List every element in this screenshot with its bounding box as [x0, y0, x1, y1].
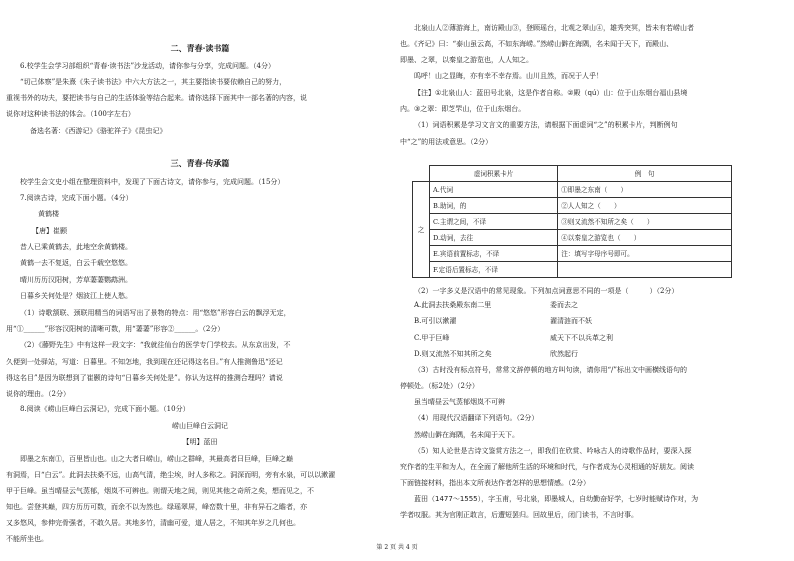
q8-5-line: 下面链接材料，指出本文所表达作者怎样的思想情感。（2分）	[400, 479, 590, 487]
essay-line: 不能所坐也。	[6, 535, 48, 543]
poem-author: 【唐】崔颢	[32, 227, 67, 235]
section3-intro: 校学生会文史小组在整理资料中，发现了下面古诗文，请你参与，完成问题。（15分）	[20, 178, 285, 186]
example-header: 例 句	[558, 166, 732, 182]
q7-2-line: 久便到一处驿站，写道：日暮里。不知怎地，我到现在还记得这名目。”有人推测鲁迅“还记	[6, 358, 283, 366]
q8-3-line: 停顿处。（标2处）（2分）	[400, 382, 479, 390]
q8-2-option-c: C.甲于巨峰	[414, 334, 450, 342]
q8-2-option-a-pair: 委而去之	[550, 301, 578, 309]
q8-heading: 8.阅读《崂山巨峰白云洞记》，完成下面小题。（10分）	[20, 405, 190, 413]
q8-1-line: （1）词语积累是学习文言文的重要方法，请根据下面虚词“之”的积累卡片，判断例句	[414, 121, 678, 129]
q8-2-heading: （2）一字多义是汉语中的常见现象。下列加点词意思不同的一项是（ ）（2分）	[414, 287, 679, 295]
q6-line: 重视书外的功夫，要把读书与自己的生活体验等结合起来。请你选择下面其中一部名著的内容，说	[6, 94, 307, 102]
q7-1-line: （1）诗歌颔联、颈联用精当的词语写出了景物的特点：用“悠悠”形容白云的飘浮无定，	[20, 309, 291, 317]
q6-line: 6.校学生会学习部组织“青春·读书法”沙龙活动，请你参与分享，完成问题。（4分）	[20, 62, 276, 70]
table-header-row	[413, 166, 732, 182]
essay-cont-line: 呜呼！山之显晦，亦有幸不幸存焉。山川且然，而况于人乎！	[414, 72, 603, 80]
table-row	[413, 214, 732, 230]
essay-line: 甲于巨峰。虽当晴昼云气蒸郁，烟岚不可辨也。则谓天地之间，则见其他之奇所之矣，想而见之，不	[6, 487, 314, 495]
card-item: B.助词，的	[430, 198, 558, 214]
q8-2-option-b: B.可引以漱濯	[414, 317, 457, 325]
q8-5-line: 究作者的生平和为人，在全面了解他所生活的环境和时代，与作者成为心灵相通的好朋友。阅读	[400, 463, 694, 471]
essay-author: 【明】蓝田	[182, 438, 218, 446]
poem-line: 黄鹤一去不复返，白云千载空悠悠。	[20, 259, 132, 267]
table-row	[413, 182, 732, 198]
q8-4-sentence: 然崂山僻在海隅，名未闻于天下。	[414, 431, 519, 439]
q7-2-line: （2）《藤野先生》中有这样一段文字：“我就往仙台的医学专门学校去。从东京出发，不	[20, 341, 291, 349]
q8-2-option-a: A.此洞去扶桑殿东南二里	[414, 301, 492, 309]
essay-cont-line: 即墨、之翠，以秦皇之游览也，人人知之。	[400, 56, 533, 64]
example-item: ③则又流然不知所之矣（ ）	[558, 214, 732, 230]
essay-line: 知也。尝登其巅，四方历历可数，而余不以为然也。绿瑶翠屏，峰峦数十里，非有异石之瞻者，亦	[6, 503, 307, 511]
essay-line: 又多悠风，参伸完骨强者，不敢久居。其地多竹，清幽可爱，道人居之，不知其年岁之几何也。	[6, 519, 300, 527]
example-item: ②人人知之（ ）	[558, 198, 732, 214]
example-item: ④以秦皇之游览也（ ）	[558, 230, 732, 246]
q7-1-line: 用“①______”形容汉阳树的清晰可数，用“萋萋”形容②______。（2分）	[6, 325, 225, 333]
link-material-line: 学者叹服。其为官刚正敢言，后遭短罢归。回故里后，闭门读书，不言时事。	[400, 511, 638, 519]
link-material-line: 蓝田（1477～1555），字玉甫，号北泉，即墨城人，自幼勤奋好学，七岁时能赋诗作对，为	[414, 495, 699, 503]
q7-2-line: 说你的理由。（2分）	[6, 390, 70, 398]
essay-line: 即墨之东南①，百里皆山也。山之大者曰崂山，崂山之群峰，其最高者曰巨峰，巨峰之巅	[20, 455, 293, 463]
poem-line: 晴川历历汉阳树，芳草萋萋鹦鹉洲。	[20, 276, 132, 284]
card-header: 虚词积累卡片	[430, 166, 558, 182]
q6-line: 说你对这种读书法的体会。（100字左右）	[6, 110, 135, 118]
table-row	[413, 246, 732, 262]
q8-2-option-b-pair: 濯清涟而不妖	[550, 317, 592, 325]
poem-line: 日暮乡关何处是？烟波江上使人愁。	[20, 292, 132, 300]
note-line: 【注】①北泉山人：蓝田号北泉，这是作者自称。②殿（qú）山：位于山东烟台福山县境	[414, 89, 688, 97]
essay-title: 崂山巨峰白云洞记	[172, 422, 228, 430]
card-item: E.宾语前置标志，不译	[430, 246, 558, 262]
table-row	[413, 262, 732, 278]
q6-line: “切己体察”是朱熹《朱子读书法》中六大方法之一，其主要指读书要依赖自己的努力，	[20, 78, 287, 86]
poem-title: 黄鹤楼	[38, 210, 59, 218]
note-line: 内。③之翠：即芝罘山，位于山东烟台。	[400, 105, 526, 113]
card-item: C.主谓之间，不译	[430, 214, 558, 230]
q8-5-line: （5）知人论世是古诗文鉴赏方法之一，即我们在欣赏、吟咏古人的诗歌作品时，要深入探	[414, 447, 692, 455]
card-item: A.代词	[430, 182, 558, 198]
card-item: F.定语后置标志，不译	[430, 262, 558, 278]
essay-cont-line: 也。《齐记》曰：“泰山虽云高，不如东海崂。”然崂山僻在海隅，名未闻于天下，而殿山、	[400, 40, 674, 48]
poem-line: 昔人已乘黄鹤去，此地空余黄鹤楼。	[20, 243, 132, 251]
q8-3-sentence: 虽当晴昼云气蒸郁烟岚不可辨	[414, 398, 505, 406]
q8-4-heading: （4）用现代汉语翻译下列语句。（2分）	[414, 414, 539, 422]
zhi-cell: 之	[413, 182, 430, 278]
section2-title: 二、青春·读书篇	[170, 43, 230, 53]
page-footer: 第 2 页 共 4 页	[376, 544, 418, 551]
q8-1-line: 中“之”的用法或意思。（2分）	[400, 138, 493, 146]
table-row	[413, 230, 732, 246]
q8-2-option-d: D.则又流然不知其所之矣	[414, 350, 492, 358]
section3-title: 三、青春·传承篇	[170, 158, 230, 168]
table-row	[413, 198, 732, 214]
right-column	[400, 0, 794, 561]
example-item	[558, 262, 732, 278]
essay-cont-line: 北泉山人②薄游海上，南访殿山③，登顾瑶台，北观之翠山④，雄秀突冥，皆未有若崂山者	[414, 24, 694, 32]
q7-heading: 7.阅读古诗，完成下面小题。（4分）	[20, 194, 133, 202]
example-item: ①即墨之东南（ ）	[558, 182, 732, 198]
q7-2-line: 得这名目”是因为联想到了崔颢的诗句“日暮乡关何处是”。你认为这样的推测合理吗？请说	[6, 374, 283, 382]
example-item: 注：填写字母序号即可。	[558, 246, 732, 262]
vocab-card-table	[412, 165, 732, 278]
q8-2-option-d-pair: 欣然起行	[550, 350, 578, 358]
essay-line: 有洞焉，曰“白云”。此洞去扶桑不远，山高气清，绝尘埃，时人多称之。洞深而明，旁有水泉，可以以漱濯	[6, 471, 336, 479]
q8-3-line: （3）古时没有标点符号，常常文辞停顿的地方叫句读，请你用“/”标出文中画横线语句的	[414, 366, 687, 374]
card-item: D.动词，去往	[430, 230, 558, 246]
q8-2-option-c-pair: 威天下不以兵革之利	[550, 334, 613, 342]
q6-options: 备选名著：《西游记》《骆驼祥子》《昆虫记》	[30, 127, 167, 135]
